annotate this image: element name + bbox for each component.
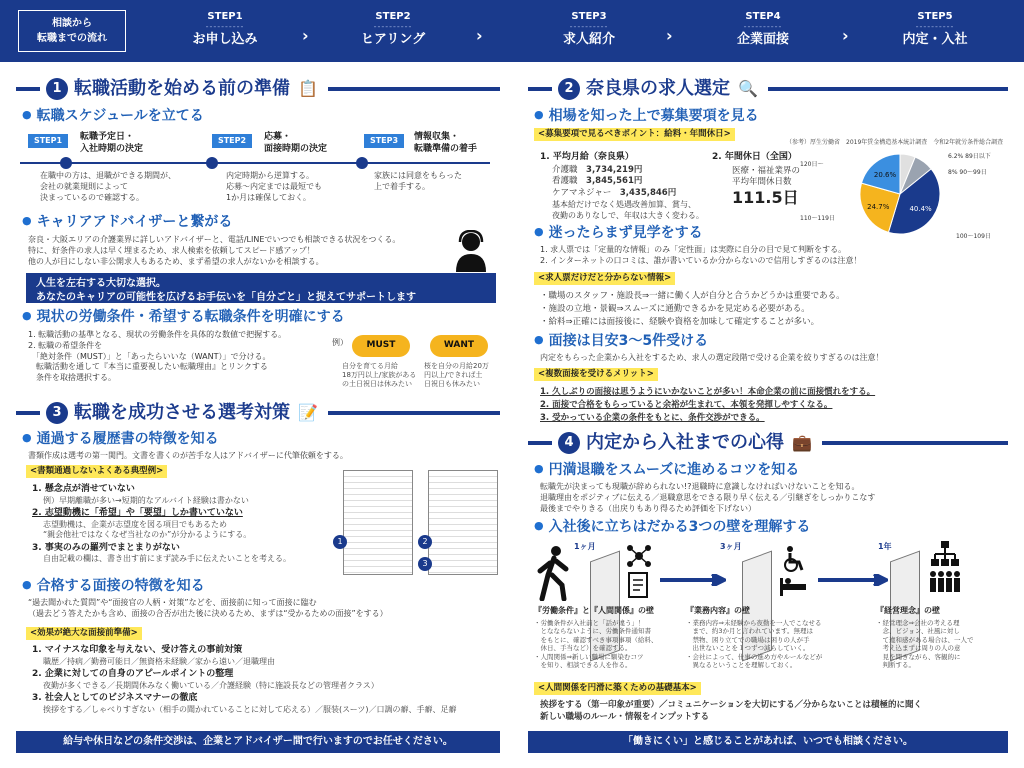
period-1-month: 1ヶ月	[574, 542, 596, 551]
flow-arrow-icon: ›	[476, 26, 483, 45]
salary-note: 基本給だけでなく処遇改善加算、賞与、 夜勤のありなしで、年収は大きく変わる。	[552, 200, 704, 220]
section-4-number: 4	[558, 432, 580, 454]
support-message-band: 人生を左右する大切な選択。 あなたのキャリアの可能性を広げるお手伝いを「自分ごと」と捉えてサポートします	[26, 273, 496, 303]
subheading-conditions: ● 現状の労働条件・希望する転職条件を明確にする	[22, 308, 345, 326]
salary-table: 介護職 3,734,219円 看護職 3,845,561円 ケアマネジャー 3,435,846円	[552, 165, 677, 198]
subheading-resume: ● 通過する履歴書の特徴を知る	[22, 430, 219, 448]
list-item: 2. 志望動機に「希望」や「要望」しか書いていない 志望動機は、企業が志望度を図る項目でもあるため “親会他社ではなくなぜ当社なのか”が分かるようにする。	[32, 508, 252, 540]
pie-category-label: 120日〜	[800, 161, 824, 168]
section-3-heading: 転職を成功させる選考対策	[74, 402, 290, 424]
section-2-number: 2	[558, 78, 580, 100]
org-chart-icon	[930, 540, 960, 568]
care-bed-icon	[778, 574, 808, 596]
flow-step-5: STEP5 ---------- 内定・入社	[902, 11, 968, 47]
flow-title-line2: 転職までの流れ	[37, 33, 107, 44]
interview-highlight-label: <効果が絶大な面接前準備>	[26, 627, 142, 640]
section-4-title	[528, 430, 1008, 456]
section-1-heading: 転職活動を始める前の準備	[74, 78, 290, 100]
advisor-text: 奈良・大阪エリアの介護業界に詳しいアドバイザーと、電話/LINEでいつでも相談できる状況をつくる。 特に、好条件の求人は早く埋まるため、求人検索を依頼してスピード感アップ！ 他の人が目にしない非公開求人もあるため、まず希望の求人がないかを相談する。	[28, 235, 401, 266]
schedule-step2-label: 応募・ 面接時期の決定	[264, 132, 328, 154]
subheading-advisor: ● キャリアアドバイザーと繋がる	[22, 213, 232, 231]
timeline-dot	[60, 157, 72, 169]
list-item: ・職場のスタッフ・施設長⇒一緒に働く人が自分と合うかどうかは重要である。	[540, 291, 845, 301]
relationship-basics: 挨拶をする（第一印象が重要）／コミュニケーションを大切にする／分からないことは積極的に聞く 新しい職場のルール・情報をインプットする	[540, 700, 922, 723]
wall-2-title: 『業務内容』の壁	[686, 606, 750, 615]
timeline-dot	[206, 157, 218, 169]
pie-data-label: 40.4%	[909, 204, 932, 213]
pie-category-label: 110〜119日	[800, 215, 835, 222]
section-1-title	[16, 76, 500, 102]
list-item: 3. 社会人としてのビジネスマナーの徹底 挨拶をする／しゃべりすぎない（相手の聞かれていることに対して応える）／服装(スーツ)／口調の癖、手癖、足癖	[32, 693, 457, 714]
wall-1-title: 『労働条件』と『人間関係』の壁	[534, 606, 654, 615]
flow-arrow-icon: ›	[302, 26, 309, 45]
flow-arrow-icon: ›	[666, 26, 673, 45]
wall-1-desc: ・労働条件が入社前と「話が違う」！ となならないように、労働条件通知書 をもとに、確認すべき事項事項（給料、 休日、手当など）を確認する。 ・人間関係⇒新しい職場に馴染むコツ を知り、相談できる人を作る。	[534, 619, 658, 670]
clipboard-pen-icon: 📝	[298, 402, 318, 422]
flow-step-1: STEP1 ---------- お申し込み	[192, 11, 258, 47]
list-item: 1. マイナスな印象を与えない、受け答えの事前対策 職歴／持病／勤務可能日／無資格未経験／家から遠い／退職理由	[32, 645, 275, 666]
schedule-step2-desc: 内定時期から逆算する。 応募〜内定までは最短でも 1か月は確保しておく。	[226, 171, 322, 202]
subheading-resignation: ● 円満退職をスムーズに進めるコツを知る	[534, 461, 799, 479]
schedule-step1-label: 転職予定日・ 入社時期の決定	[80, 132, 144, 154]
list-item: 1. 懸念点が消せていない 例）早期離職が多い→短期的なアルバイト経験は書かない	[32, 484, 249, 505]
resume-document-image	[343, 470, 413, 575]
merit-highlight-label: <複数面接を受けるメリット>	[534, 368, 658, 381]
section-3-number: 3	[46, 402, 68, 424]
interview-count-text: 内定をもらった企業から入社をするため、求人の選定段階で受ける企業を絞りすぎるのは注意！	[540, 353, 884, 362]
period-3-months: 3ヶ月	[720, 542, 742, 551]
briefcase-icon: 💼	[792, 432, 812, 452]
source-note: （参考）厚生労働省 2019年賃金構造基本統計調査 令和2年就労条件総合調査	[786, 139, 1004, 146]
interview-prep-list	[32, 645, 502, 717]
merit-list	[540, 386, 875, 426]
resume-marker-1: 1	[333, 535, 347, 549]
section-4-heading: 内定から入社までの心得	[586, 432, 784, 454]
resume-highlight-label: <書類通過しないよくある典型例>	[26, 465, 167, 478]
consult-band: 「働きにくい」と感じることがあれば、いつでも相談ください。	[528, 731, 1008, 753]
schedule-step1-badge: STEP1	[28, 134, 68, 148]
section-1-number: 1	[46, 78, 68, 100]
wall-2-desc: ・業務内容⇒未経験から夜勤を一人でこなせる まで、約3か月と言われています。無理は 禁物、困り立てでの職場は困りの人が手 出世ないことを１つずつ減らしていく。 ・会社によって、仕事の進め方やルールなどが 異なるということを理解しておく。	[686, 619, 823, 670]
list-item: ・施設の立地・景観⇒スムーズに通勤できるかを見定める必要がある。	[540, 304, 810, 315]
wheelchair-icon	[782, 546, 806, 572]
flow-title-line1: 相談から	[52, 18, 92, 29]
schedule-step3-badge: STEP3	[364, 134, 404, 148]
annual-holidays-value: 111.5日	[732, 188, 799, 207]
search-icon: 🔍	[738, 78, 758, 98]
timeline-dot	[356, 157, 368, 169]
pie-category-label: 6.2% 89日以下	[948, 153, 991, 160]
contract-document-icon	[628, 572, 648, 598]
want-badge: WANT	[430, 335, 488, 357]
resume-marker-3: 3	[418, 557, 432, 571]
resignation-text: 転職先が決まっても現職が辞められない!?退職時に意識しなければいけないことを知る。 退職理由をポジティブに伝える／退職意思をできる限り早く伝える／引継ぎをしっかりこなす 最後までやりきる（出戻りもあり得るため評価を下げない）	[540, 482, 876, 513]
list-item: ・給料⇒正確には面接後に、経験や資格を加味して確定することが多い。	[540, 317, 820, 328]
list-item: 2. 企業に対しての自身のアピールポイントの整理 夜勤が多くできる／長期間休みなく働いている／介護経験（特に施設長などの管理者クラス）	[32, 669, 379, 690]
want-example: 桜を自分の月給20万 円以上/できれば土 日祝日も休みたい	[424, 362, 489, 389]
advisor-headset-icon	[452, 230, 490, 272]
schedule-step3-desc: 家族には同意をもらった 上で着手する。	[374, 171, 462, 191]
schedule-timeline	[20, 162, 490, 164]
schedule-step1-desc: 在職中の方は、退職ができる期間が、 会社の就業規則によって 決まっているので確認する。	[40, 171, 176, 202]
team-members-icon	[928, 570, 962, 594]
wall-3-desc: ・経営理念⇒会社の考える理 念、ビジョン、社風に対し て違和感がある場合は、一人で 考え込まずに周りの人の意 見を聞きながら、客観的に 判断する。	[876, 619, 974, 670]
negotiation-band: 給与や休日などの条件交渉は、企業とアドバイザー間で行いますのでお任せください。	[16, 731, 500, 753]
flow-step-2: STEP2 ---------- ヒアリング	[360, 11, 426, 47]
subheading-visit: ● 迷ったらまず見学をする	[534, 224, 703, 242]
subheading-interview: ● 合格する面接の特徴を知る	[22, 577, 205, 595]
list-item: 3. 受かっている企業の条件をもとに、条件交渉ができる。	[540, 413, 765, 424]
flow-header	[0, 0, 1024, 62]
walking-person-icon	[534, 545, 574, 601]
resume-marker-2: 2	[418, 535, 432, 549]
relationship-highlight-label: <人間関係を円滑に築くための基礎基本>	[534, 682, 701, 695]
list-item: 1. 久しぶりの面接は思うようにいかないことが多い！本命企業の前に面接慣れをする。	[540, 387, 876, 397]
pie-category-label: 100〜109日	[956, 233, 991, 240]
holiday-distribution-pie-chart	[800, 148, 1010, 240]
pie-category-label: 8% 90〜99日	[948, 169, 987, 176]
schedule-step3-label: 情報収集・ 転職準備の着手	[414, 132, 478, 154]
resume-failure-list	[32, 484, 332, 567]
section-2-heading: 奈良県の求人選定	[586, 78, 730, 100]
annual-holidays-desc: 医療・福祉業界の 平均年間休日数	[732, 166, 801, 188]
schedule-step2-badge: STEP2	[212, 134, 252, 148]
list-item: 2. 面接で合格をもらっていると余裕が生まれて、本領を発揮しやすくなる。	[540, 400, 833, 411]
flow-title-box	[18, 10, 126, 52]
list-item: 3. 事実のみの羅列でまとまりがない 自由記載の欄は、書き出す前にまず読み手に伝えたいことを考える。	[32, 542, 291, 564]
section-3-title	[16, 400, 500, 426]
flow-step-3: STEP3 ---------- 求人紹介	[562, 11, 615, 47]
section-2-title	[528, 76, 1008, 102]
visit-highlight-label: <求人票だけだと分からない情報>	[534, 272, 675, 285]
flow-arrow-icon: ›	[842, 26, 849, 45]
network-icon	[626, 544, 652, 568]
resume-document-image	[428, 470, 498, 575]
checklist-icon: 📋	[298, 78, 318, 98]
pie-data-label: 20.6%	[873, 171, 897, 180]
must-example: 自分を育てる月給 18万円以上/家族がある の土日祝日は休みたい	[342, 362, 417, 389]
flow-step-4: STEP4 ---------- 企業面接	[736, 11, 789, 47]
wall-3-title: 『経営理念』の壁	[876, 606, 940, 615]
annual-holidays-title: 2. 年間休日（全国）	[712, 152, 797, 162]
must-badge: MUST	[352, 335, 410, 357]
visit-bullet-list	[540, 290, 845, 330]
subheading-interview-count: ● 面接は目安3〜5件受ける	[534, 332, 708, 350]
example-label: 例）	[332, 338, 348, 347]
pie-data-label: 24.7%	[867, 202, 890, 211]
market-highlight-label: <募集要項で見るべきポイント：給料・年間休日>	[534, 128, 735, 141]
progress-arrow-icon	[818, 574, 888, 586]
visit-text: 1. 求人票では「定量的な情報」のみ「定性面」は実際に自分の目で見て判断をする。 2. インターネットの口コミは、誰が書いているか分からないので信用しすぎるのは注意！	[540, 245, 862, 265]
period-1-year: 1年	[878, 542, 892, 551]
interview-intro: “過去聞かれた質問”や“面接官の人柄・対策”などを、面接前に知って面接に臨む （過去どう答えたかも含め、面接の合否が出た後に決めるため、まずは“受かるための面接”をする）	[28, 598, 388, 618]
conditions-text: 1. 転職活動の基準となる、現状の労働条件を具体的な数値で把握する。 2. 転職の希望条件を 「絶対条件（MUST）」と「あったらいいな（WANT）」で分ける。 転職活動を通して『本当に重要視したい転職理由』とリンクする 条件を取捨選択する。	[28, 330, 287, 383]
progress-arrow-icon	[660, 574, 726, 586]
subheading-market: ● 相場を知った上で募集要項を見る	[534, 107, 759, 125]
avg-salary-title: 1. 平均月給（奈良県）	[540, 152, 634, 162]
subheading-three-walls: ● 入社後に立ちはだかる3つの壁を理解する	[534, 518, 810, 536]
subheading-schedule: ● 転職スケジュールを立てる	[22, 107, 204, 125]
resume-intro: 書類作成は選考の第一関門。文書を書くのが苦手な人はアドバイザーに代筆依頼をする。	[28, 451, 348, 460]
